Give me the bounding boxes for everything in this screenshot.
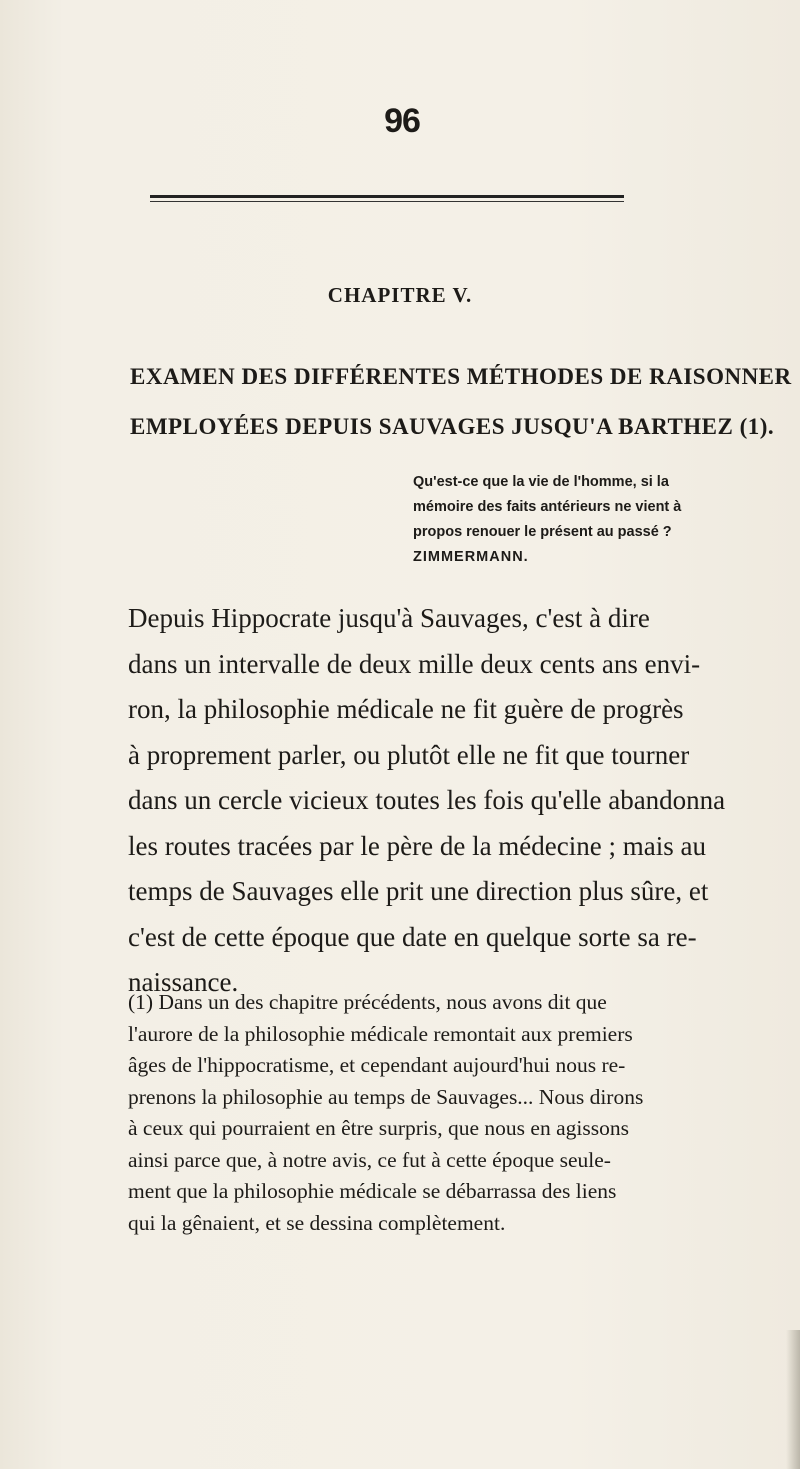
footnote-line: ment que la philosophie médicale se débarrassa des liens xyxy=(128,1179,617,1203)
footnote-line: âges de l'hippocratisme, et cependant aujourd'hui nous re- xyxy=(128,1053,626,1077)
header-rule-thick xyxy=(150,195,624,198)
footnote xyxy=(128,987,768,1239)
chapter-title-line: EMPLOYÉES DEPUIS SAUVAGES JUSQU'A BARTHEZ (1). xyxy=(130,414,775,439)
body-line: les routes tracées par le père de la médecine ; mais au xyxy=(128,830,706,861)
epigraph xyxy=(413,470,773,570)
page-number: 96 xyxy=(384,102,420,140)
page-edge-shadow xyxy=(786,1330,800,1469)
footnote-line: prenons la philosophie au temps de Sauvages... Nous dirons xyxy=(128,1084,644,1109)
footnote-line: l'aurore de la philosophie médicale remontait aux premiers xyxy=(128,1021,633,1046)
header-rule xyxy=(150,195,624,203)
body-line: temps de Sauvages elle prit une direction plus sûre, et xyxy=(128,876,709,906)
chapter-title-line: EXAMEN DES DIFFÉRENTES MÉTHODES DE RAISONNER xyxy=(130,364,792,389)
body-line: c'est de cette époque que date en quelque sorte sa re- xyxy=(128,921,697,952)
body-line: dans un cercle vicieux toutes les fois qu'elle abandonna xyxy=(128,785,726,815)
body-paragraph xyxy=(128,596,768,1006)
epigraph-line: propos renouer le présent au passé ? xyxy=(413,524,672,540)
footnote-line: qui la gênaient, et se dessina complètement. xyxy=(128,1210,506,1235)
body-line: ron, la philosophie médicale ne fit guère de progrès xyxy=(128,694,684,724)
footnote-line: ainsi parce que, à notre avis, ce fut à cette époque seule- xyxy=(128,1147,611,1172)
header-rule-thin xyxy=(150,201,624,202)
body-line: naissance. xyxy=(128,967,239,997)
body-line: à proprement parler, ou plutôt elle ne fit que tourner xyxy=(128,739,690,770)
epigraph-author: ZIMMERMANN. xyxy=(413,549,529,565)
chapter-title xyxy=(130,352,792,452)
body-line: dans un intervalle de deux mille deux cents ans envi- xyxy=(128,648,701,679)
chapter-label: CHAPITRE V. xyxy=(327,283,473,307)
footnote-line: (1) Dans un des chapitre précédents, nous avons dit que xyxy=(128,990,607,1014)
epigraph-line: Qu'est-ce que la vie de l'homme, si la xyxy=(413,474,669,490)
body-line: Depuis Hippocrate jusqu'à Sauvages, c'est à dire xyxy=(128,603,650,633)
epigraph-line: mémoire des faits antérieurs ne vient à xyxy=(413,499,682,515)
footnote-line: à ceux qui pourraient en être surpris, que nous en agissons xyxy=(128,1116,629,1140)
